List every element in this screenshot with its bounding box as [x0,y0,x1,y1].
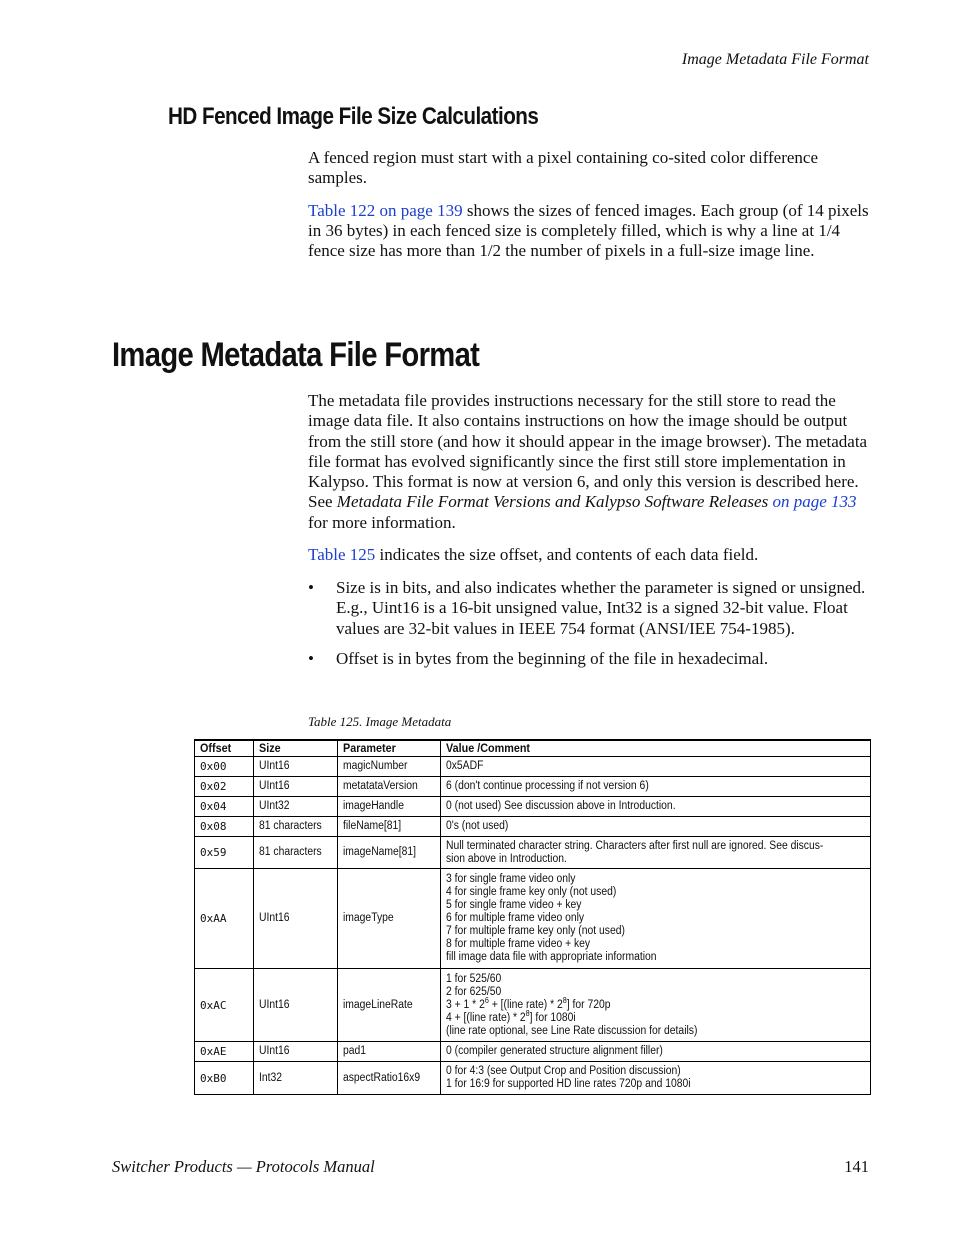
cell-parameter: imageHandle [337,797,440,817]
paragraph-text: shows the sizes of fenced images. Each group (of 14 pixels in 36 bytes) in each fenced size is completely filled, which is why a line at 1/4 fence size has more than 1/2 the number of pixels in a full-size image line. [308,200,869,261]
cell-value [440,837,870,869]
cell-parameter: magicNumber [337,757,440,777]
table-row [195,1042,871,1062]
cell-offset: 0xB0 [195,1062,254,1095]
footer-manual-title: Switcher Products — Protocols Manual [112,1157,375,1176]
value-line: 4 for single frame key only (not used) [445,886,616,898]
value-line: fill image data file with appropriate information [445,951,657,963]
table-row [195,777,871,797]
page-133-link[interactable]: on page 133 [768,492,857,512]
value-line: $3 + 1 * 2^6$ + [(line rate) * $2^8$] for 720p [445,995,611,1011]
value-line: 3 for single frame video only [445,873,576,885]
table-caption: Table 125. Image Metadata [308,714,452,729]
cell-size: 81 characters [253,817,337,837]
value-line: 1 for 525/60 [445,972,501,985]
cell-value: 0 (not used) See discussion above in Introduction. [440,797,870,817]
cell-size: UInt16 [253,757,337,777]
table-header-row [195,740,871,757]
cell-value: 0x5ADF [440,757,870,777]
cell-offset: 0x00 [195,757,254,777]
paragraph-text: for more information. [308,512,456,532]
table-row [195,797,871,817]
cell-size: UInt16 [253,869,337,969]
value-line: 5 for single frame video + key [445,899,582,911]
table-125-link[interactable]: Table 125 [308,545,376,565]
list-item [308,578,873,639]
bullet-list [308,578,873,679]
cell-offset: 0x08 [195,817,254,837]
running-header: Image Metadata File Format [681,51,869,68]
cell-value [440,1062,870,1095]
italic-reference: Metadata File Format Versions and Kalypso Software Releases [336,492,769,512]
table-row [195,837,871,869]
value-line: 6 for multiple frame video only [445,912,584,924]
cell-size: Int32 [253,1062,337,1095]
paragraph [308,545,873,565]
cell-value: 0 (compiler generated structure alignment filler) [440,1042,870,1062]
value-line: 8 for multiple frame video + key [445,938,590,950]
table-row [195,869,871,969]
table-row [195,817,871,837]
cell-offset: 0x02 [195,777,254,797]
table-row [195,969,871,1042]
section1-body [308,148,873,261]
cell-size: UInt32 [253,797,337,817]
cell-parameter: imageName[81] [337,837,440,869]
cell-offset: 0x59 [195,837,254,869]
cell-parameter: imageLineRate [337,969,440,1042]
column-header-size: Size [253,740,337,757]
paragraph [308,201,873,262]
section-heading-image-metadata: Image Metadata File Format [112,336,480,374]
cell-offset: 0x04 [195,797,254,817]
cell-parameter: metatataVersion [337,777,440,797]
cell-parameter: pad1 [337,1042,440,1062]
list-item-text: Size is in bits, and also indicates whether the parameter is signed or unsigned. E.g., Uint16 is a 16-bit unsigned value, Int32 is a signed 32-bit value. Float values are 32-bit values in IEEE 754 format (ANSI/IEE 754-1985). [336,578,866,638]
value-line: 1 for 16:9 for supported HD line rates 720p and 1080i [445,1078,691,1090]
cell-value: 0's (not used) [440,817,870,837]
value-line: sion above in Introduction. [445,852,567,865]
paragraph [308,391,873,533]
paragraph-text: indicates the size offset, and contents of each data field. [375,545,759,565]
cell-value [440,969,870,1042]
section-heading-hd-fenced: HD Fenced Image File Size Calculations [168,103,539,130]
paragraph: A fenced region must start with a pixel containing co-sited color difference samples. [308,148,818,188]
cell-parameter: imageType [337,869,440,969]
cell-parameter: aspectRatio16x9 [337,1062,440,1095]
value-line: (line rate optional, see Line Rate discussion for details) [445,1024,698,1037]
cell-offset: 0xAA [195,869,254,969]
column-header-value: Value /Comment [440,740,870,757]
cell-offset: 0xAE [195,1042,254,1062]
cell-parameter: fileName[81] [337,817,440,837]
table-row [195,1062,871,1095]
value-line: Null terminated character string. Characters after first null are ignored. See discus- [445,839,824,852]
page-number: 141 [844,1157,869,1176]
cell-value [440,869,870,969]
image-metadata-table [194,739,871,1095]
bullet-icon: • [308,648,314,668]
value-line: 7 for multiple frame key only (not used) [445,925,625,937]
paragraph-text: The metadata file provides instructions necessary for the still store to read the image data file. It also contains instructions on how the image should be output from the still store (and how it should appear in the image browser). The metadata file format has evolved significantly since the first still store implementation in Kalypso. This format is now at version 6, and only this version is described here. See [308,391,868,512]
column-header-offset: Offset [195,740,254,757]
column-header-parameter: Parameter [337,740,440,757]
cell-value: 6 (don't continue processing if not version 6) [440,777,870,797]
value-line: 4 + [(line rate) * $2^8$] for 1080i [445,1008,576,1024]
cell-size: UInt16 [253,969,337,1042]
cell-size: 81 characters [253,837,337,869]
section2-body [308,391,873,565]
bullet-icon: • [308,578,314,597]
list-item-text: Offset is in bytes from the beginning of the file in hexadecimal. [336,648,769,668]
value-line: 0 for 4:3 (see Output Crop and Position discussion) [445,1065,681,1077]
cell-size: UInt16 [253,1042,337,1062]
cell-size: UInt16 [253,777,337,797]
value-line: 2 for 625/50 [445,985,501,998]
table-122-link[interactable]: Table 122 on page 139 [308,200,463,220]
table-row [195,757,871,777]
list-item [308,649,873,669]
cell-offset: 0xAC [195,969,254,1042]
